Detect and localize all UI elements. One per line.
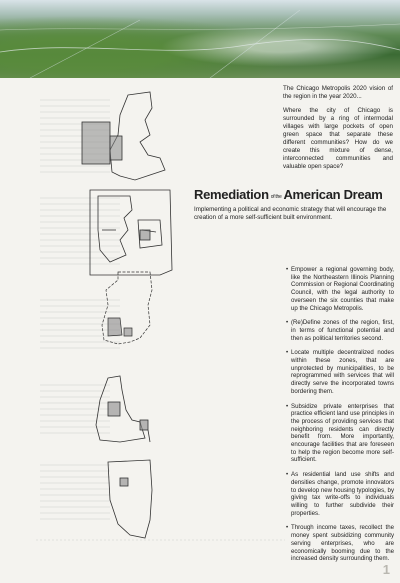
title-part-1: Remediation — [194, 187, 269, 202]
list-item: • As residential land use shifts and densities change, promote innovators to develop new housing typologies, by giving tax write-offs to individuals willing to further subdivide their properties. — [286, 471, 394, 517]
ghost-grid-pattern — [36, 100, 285, 540]
strategy-bullet-list — [286, 266, 394, 570]
region-map-sequence — [0, 80, 285, 550]
page-subtitle: Implementing a political and economic strategy that will encourage the creation of a more self-sufficient built environment. — [194, 206, 387, 221]
map-2-region-zones — [90, 190, 172, 275]
list-item: • Empower a regional governing body, like the Northeastern Illinois Planning Commission or Regional Coordinating Council, with the legal authority to overseen the six counties that make up the Chicago Metropolis. — [286, 266, 394, 312]
page-number: 1 — [382, 562, 390, 577]
list-item: • Subsidize private enterprises that practice efficient land use principles in the process of providing services that neighboring residents can directly benefit from. More importantly, encourage facilities that are foreseen to help the region become more self-sufficient. — [286, 403, 394, 465]
banner-road-lines — [0, 0, 400, 78]
list-item: • Locate multiple decentralized nodes within these zones, that are unprotected by municipalities, to be reprogrammed with services that will directly serve the incorporated towns bordering them. — [286, 349, 394, 395]
map-1-chicago-region — [82, 92, 165, 180]
map-5-residential-land-use — [108, 460, 152, 538]
intro-text — [283, 85, 393, 177]
list-item: • Through income taxes, recollect the money spent subsidizing community serving enterprises, who are economically booming due to the increased density surrounding them. — [286, 524, 394, 563]
intro-paragraph-1: The Chicago Metropolis 2020 vision of the region in the year 2020... — [283, 85, 393, 100]
intro-paragraph-2: Where the city of Chicago is surrounded by a ring of intermodal villages with large pockets of open green space that separate these different communities? How do we create this mixture of dense, interconnected communities and valuable open space? — [283, 107, 393, 170]
title-part-3: American Dream — [283, 187, 383, 202]
list-item: • (Re)Define zones of the region, first, in terms of functional potential and then as political territories second. — [286, 319, 394, 342]
aerial-banner-image — [0, 0, 400, 78]
map-3-decentralized-nodes — [102, 272, 152, 344]
title-part-2: of the — [270, 194, 282, 200]
